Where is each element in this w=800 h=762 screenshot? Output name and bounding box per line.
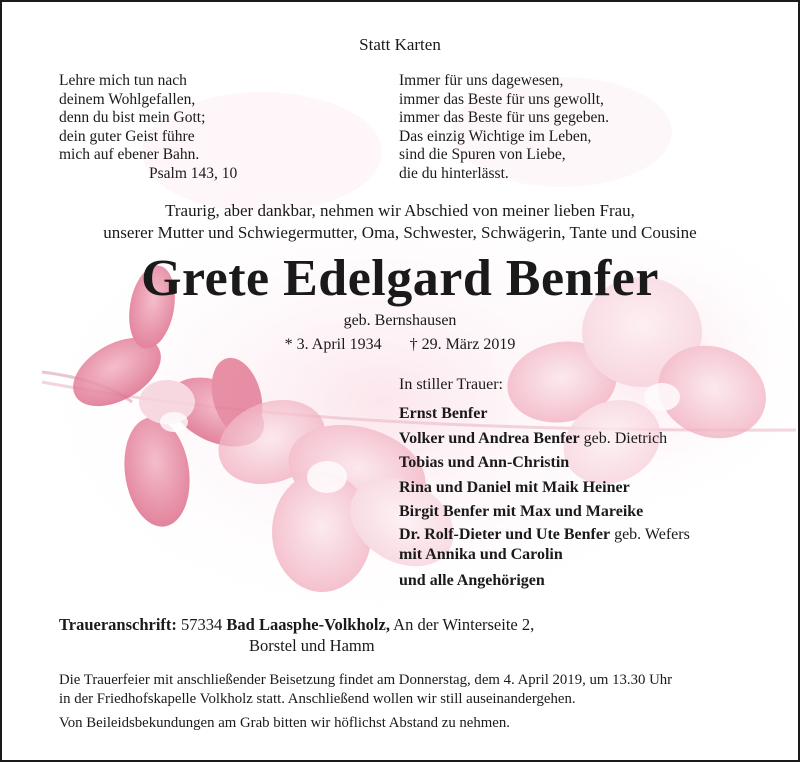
mourning-address: [59, 614, 534, 656]
mourner-entry: Rina und Daniel mit Maik Heiner: [399, 478, 630, 496]
header-statt-karten: Statt Karten: [359, 35, 441, 54]
poem-line: immer das Beste für uns gewollt,: [399, 90, 604, 108]
deceased-name: Grete Edelgard Benfer: [141, 250, 659, 307]
life-dates: [2, 336, 798, 354]
poem-line: mich auf ebener Bahn.: [59, 146, 200, 164]
intro-line-1: Traurig, aber dankbar, nehmen wir Abschied von meiner lieben Frau,: [165, 201, 635, 220]
poem-left: [59, 72, 237, 184]
poem-line: die du hinterlässt.: [399, 164, 509, 182]
poem-line: Immer für uns dagewesen,: [399, 72, 564, 89]
address-postal-code: 57334: [181, 615, 223, 634]
poem-line: deinem Wohlgefallen,: [59, 90, 196, 108]
mourners-list: [399, 402, 690, 594]
death-date: † 29. März 2019: [409, 336, 516, 353]
intro-text: [2, 200, 798, 244]
intro-line-2: unserer Mutter und Schwiegermutter, Oma, Schwester, Schwägerin, Tante und Cousine: [103, 223, 697, 242]
address-street: An der Winterseite 2,: [393, 615, 535, 634]
address-label: Traueranschrift:: [59, 615, 177, 634]
poem-reference: Psalm 143, 10: [149, 164, 238, 182]
poem-line: denn du bist mein Gott;: [59, 109, 206, 127]
mourner-entry: Dr. Rolf-Dieter und Ute Benfer geb. Wefers: [399, 525, 690, 543]
mourner-entry: Tobias und Ann-Christin: [399, 454, 570, 472]
poem-line: Lehre mich tun nach: [59, 72, 187, 89]
notice-line: in der Friedhofskapelle Volkholz statt. Anschließend wollen wir still auseinandergehen.: [59, 690, 576, 707]
poem-line: Das einzig Wichtige im Leben,: [399, 127, 592, 145]
birth-name: geb. Bernshausen: [343, 312, 457, 329]
condolence-notice: Von Beileidsbekundungen am Grab bitten wir höflichst Abstand zu nehmen.: [59, 715, 510, 731]
poem-line: immer das Beste für uns gegeben.: [399, 109, 610, 127]
mourning-intro: In stiller Trauer:: [399, 376, 503, 393]
funeral-service-notice: [59, 671, 672, 708]
notice-line: Die Trauerfeier mit anschließender Beisetzung findet am Donnerstag, dem 4. April 2019, um 13.30 Uhr: [59, 672, 673, 688]
address-city: Bad Laasphe-Volkholz,: [226, 615, 390, 634]
mourner-entry: Ernst Benfer: [399, 405, 488, 422]
birth-date: * 3. April 1934: [284, 336, 382, 353]
poem-line: dein guter Geist führe: [59, 127, 195, 145]
mourner-entry: mit Annika und Carolin: [399, 545, 563, 563]
mourner-entry: Birgit Benfer mit Max und Mareike: [399, 503, 644, 521]
mourner-entry: Volker und Andrea Benfer geb. Dietrich: [399, 429, 668, 447]
poem-right: [399, 72, 609, 184]
address-line-2: Borstel und Hamm: [249, 636, 375, 655]
poem-line: sind die Spuren von Liebe,: [399, 146, 566, 164]
mourner-entry: und alle Angehörigen: [399, 571, 545, 589]
